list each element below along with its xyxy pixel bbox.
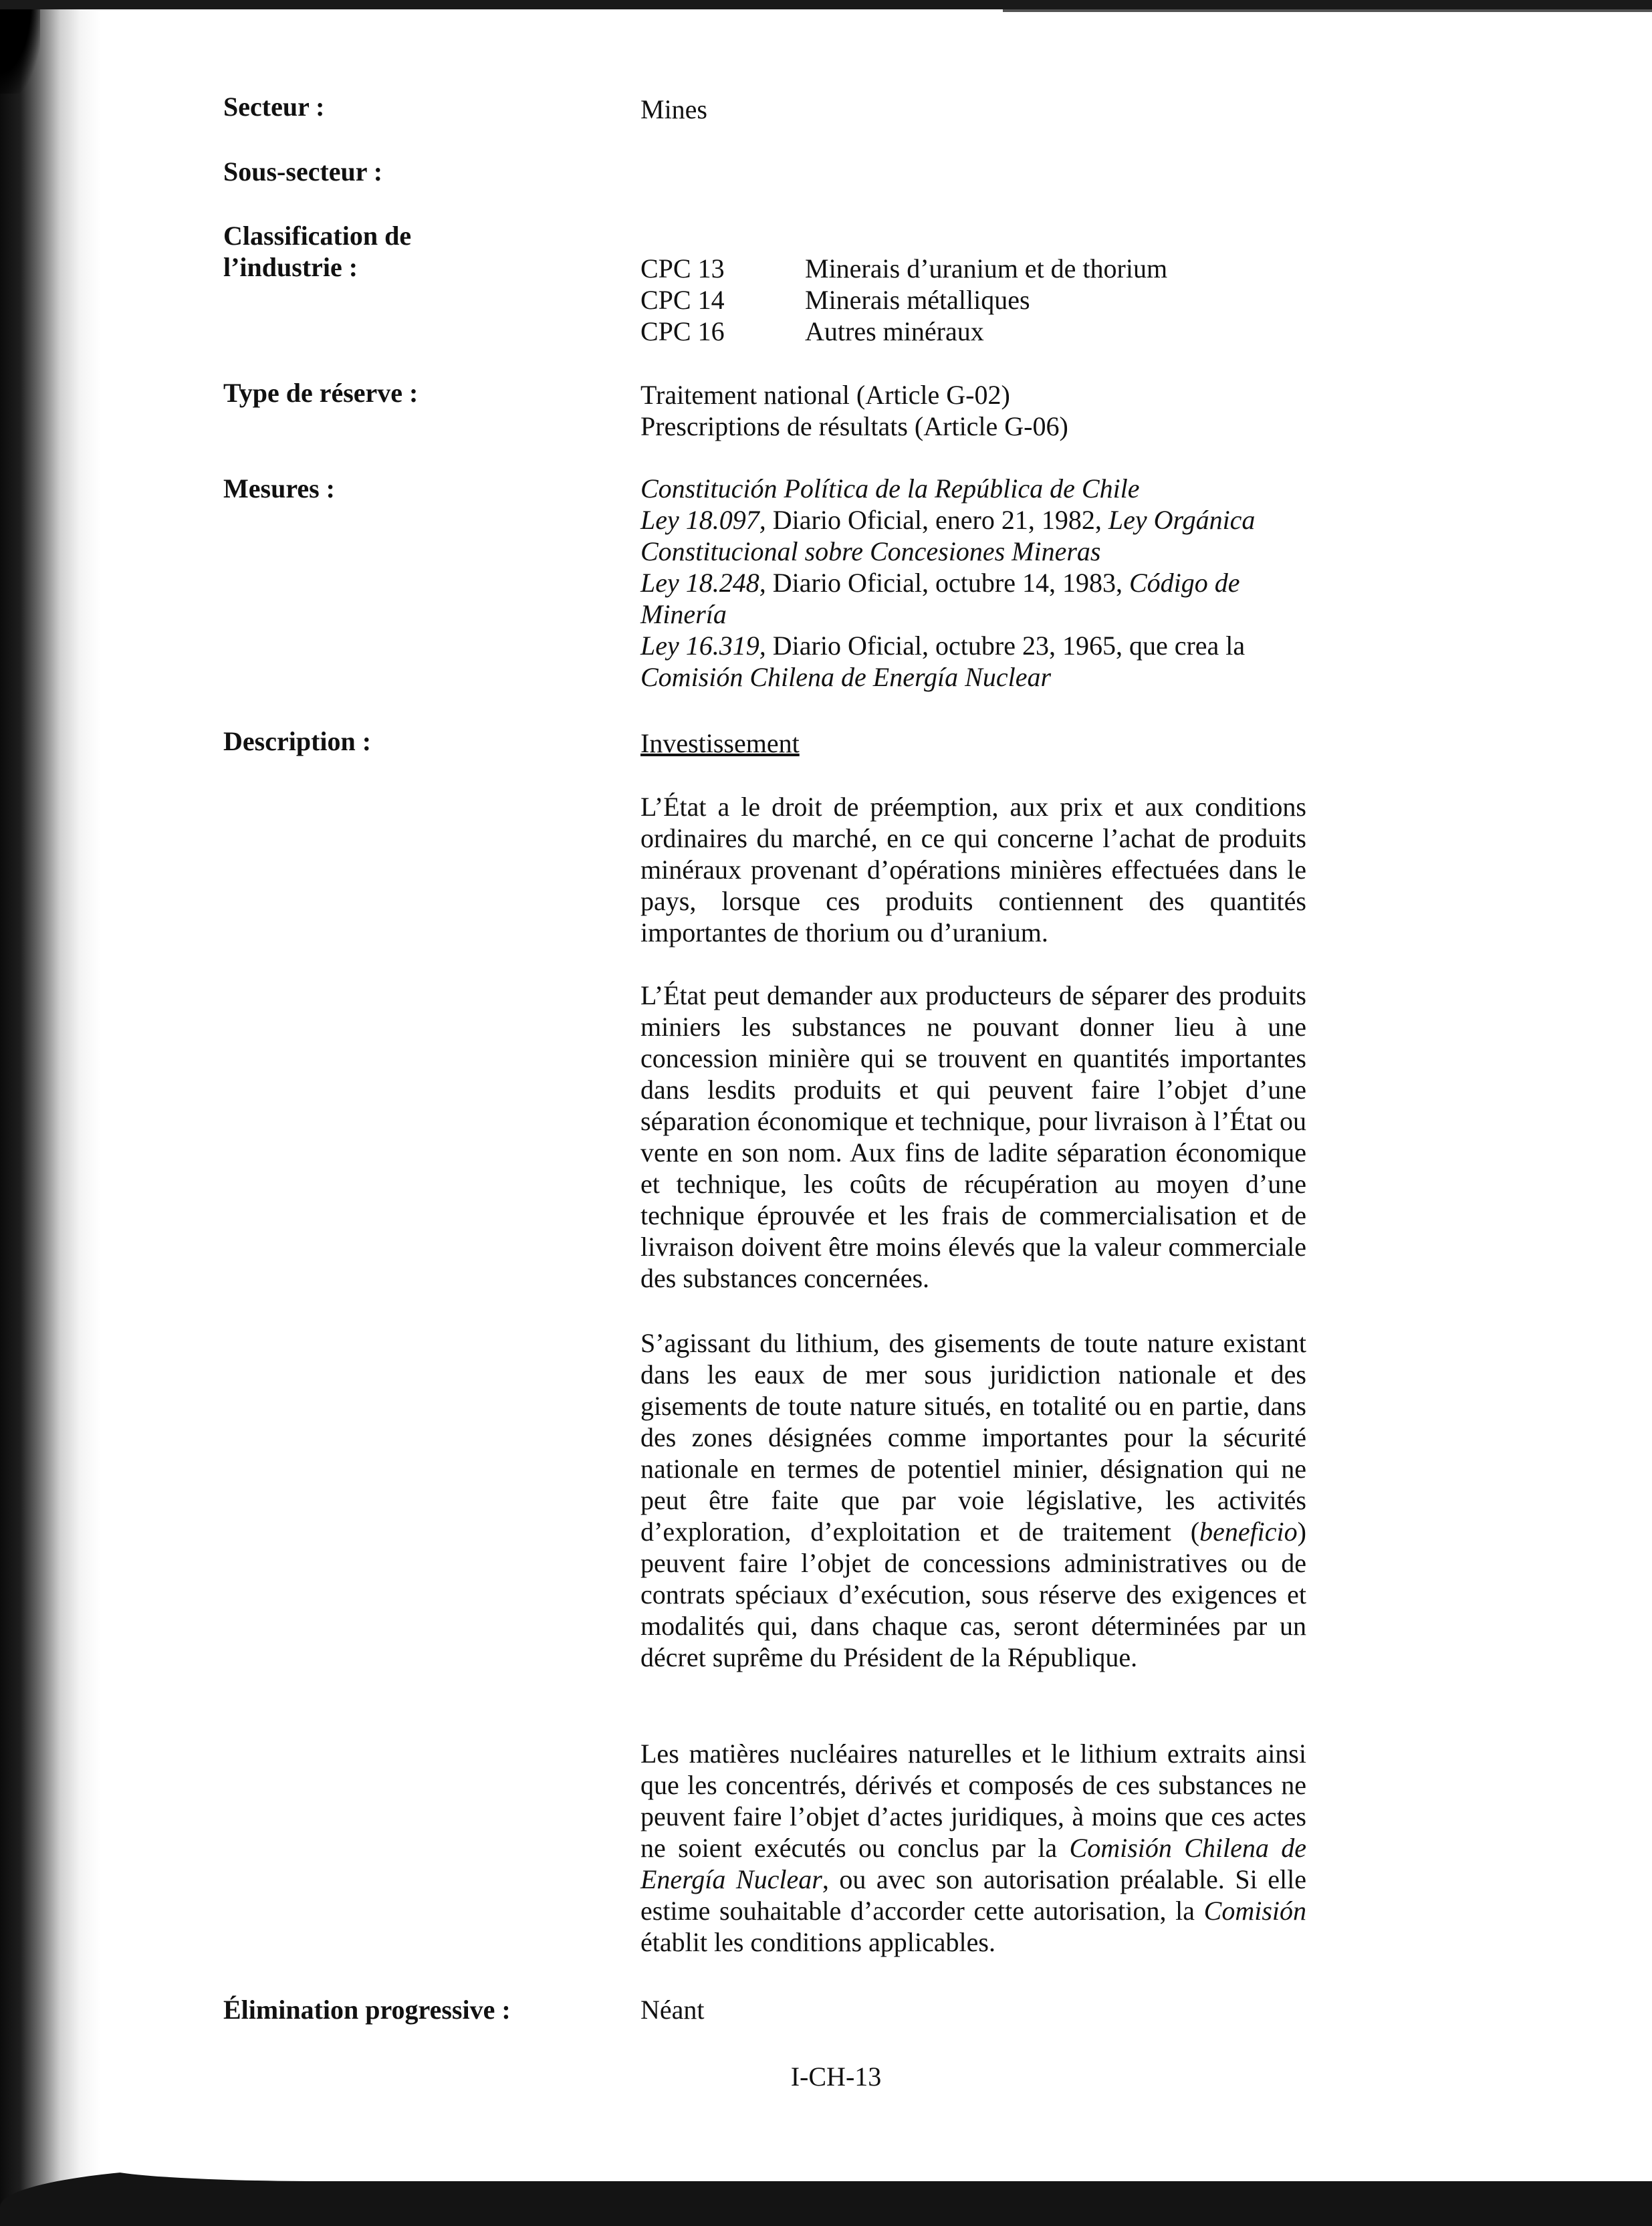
cpc-description: Minerais métalliques	[805, 285, 1030, 315]
value-type-reserve-2: Prescriptions de résultats (Article G-06)	[640, 411, 1068, 441]
label-type-reserve: Type de réserve :	[223, 378, 419, 408]
description-paragraph-2: L’État peut demander aux producteurs de séparer des produits miniers les substances ne pouvant donner lieu à une concession minière qui se trouvent en quantités importantes dans lesdits produits et qui peuvent faire l’objet d’une séparation économique et technique, pour livraison à l’État ou vente en son nom. Aux fins de ladite séparation économique et technique, les coûts de récupération au moyen d’une technique éprouvée et les frais de commercialisation et de livraison doivent être moins élevés que la valeur commerciale des substances concernées.	[640, 980, 1306, 1293]
cpc-code: CPC 16	[640, 316, 725, 346]
measure-constitucion: Constitución Política de la República de Chile	[640, 473, 1140, 504]
classification-row	[640, 253, 1167, 285]
scan-left-border	[0, 0, 100, 2226]
label-mesures: Mesures :	[223, 473, 335, 504]
measure-ley-16319: Ley 16.319, Diario Oficial, octubre 23, 1965, que crea la	[640, 631, 1246, 661]
measure-ley-18097: Ley 18.097, Diario Oficial, enero 21, 1982, Ley Orgánica	[640, 505, 1256, 535]
classification-row	[640, 316, 984, 348]
measure-ley-16319-title: Comisión Chilena de Energía Nuclear	[640, 662, 1052, 692]
measure-ley-18248: Ley 18.248, Diario Oficial, octubre 14, 1983, Código de	[640, 568, 1240, 598]
scan-top-line	[1003, 9, 1652, 12]
description-paragraph-1: L’État a le droit de préemption, aux prix et aux conditions ordinaires du marché, en ce qui concerne l’achat de produits minéraux provenant d’opérations minières effectuées dans le pays, lorsque ces produits contiennent des quantités importantes de thorium ou d’uranium.	[640, 792, 1306, 948]
cpc-code: CPC 14	[640, 285, 725, 315]
cpc-description: Minerais d’uranium et de thorium	[805, 253, 1168, 284]
description-paragraph-4: Les matières nucléaires naturelles et le lithium extraits ainsi que les concentrés, dérivés et composés de ces substances ne peuvent faire l’objet d’actes juridiques, à moins que ces actes ne soient exécutés ou conclus par la Comisión Chilena de Energía Nuclear, ou avec son autorisation préalable. Si elle estime souhaitable d’accorder cette autorisation, la Comisión établit les conditions applicables.	[640, 1739, 1306, 1957]
measure-ley-18248-title: Minería	[640, 599, 727, 629]
page-number: I-CH-13	[790, 2062, 882, 2092]
label-classification-line1: Classification de	[223, 221, 412, 251]
scan-top-border	[0, 0, 1652, 9]
description-paragraph-3: S’agissant du lithium, des gisements de toute nature existant dans les eaux de mer sous juridiction nationale et des gisements de toute nature situés, en totalité ou en partie, dans des zones désignées comme importantes pour la sécurité nationale en termes de potentiel minier, désignation qui ne peut être faite que par voie législative, les activités d’exploration, d’exploitation et de traitement (beneficio) peuvent faire l’objet de concessions administratives ou de contrats spéciaux d’exécution, sous réserve des exigences et modalités qui, dans chaque cas, seront déterminées par un décret suprême du Président de la République.	[640, 1328, 1306, 1672]
classification-row	[640, 284, 1030, 316]
label-secteur: Secteur :	[223, 92, 325, 122]
cpc-description: Autres minéraux	[805, 316, 984, 346]
scan-bottom-page-edge	[100, 2166, 1652, 2181]
value-secteur: Mines	[640, 94, 707, 124]
label-classification-line2: l’industrie :	[223, 252, 358, 282]
measure-ley-18097-title: Constitucional sobre Concesiones Mineras	[640, 536, 1101, 566]
value-elimination: Néant	[640, 1995, 705, 2025]
scan-corner-shadow	[0, 0, 40, 94]
cpc-code: CPC 13	[640, 253, 725, 284]
description-heading: Investissement	[640, 728, 800, 758]
label-description: Description :	[223, 726, 372, 756]
measures-list	[640, 473, 1306, 693]
label-elimination: Élimination progressive :	[223, 1995, 511, 2025]
label-sous-secteur: Sous-secteur :	[223, 156, 383, 187]
value-type-reserve-1: Traitement national (Article G-02)	[640, 380, 1010, 410]
